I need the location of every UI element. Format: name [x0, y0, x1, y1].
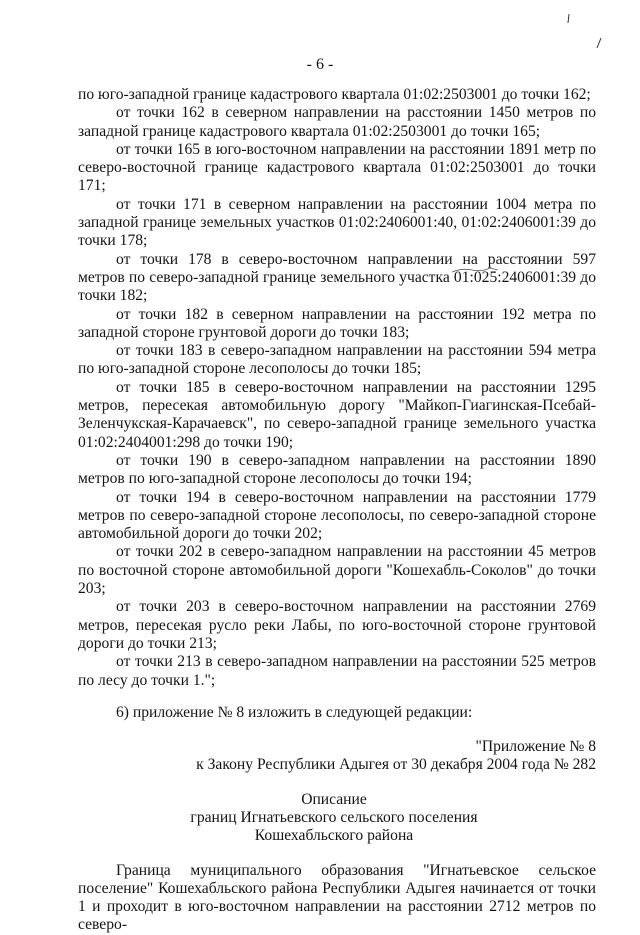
paragraph: от точки 203 в северо-восточном направлении на расстоянии 2769 метров, пересекая русло реки Лабы, по юго-восточной стороне грунтовой дороги до точки 213;	[78, 598, 596, 652]
description-heading: Описание	[301, 790, 367, 808]
paragraph: от точки 165 в юго-восточном направлении на расстоянии 1891 метр по северо-восточной границе кадастрового квартала 01:02:2503001 до точки 171;	[78, 140, 596, 195]
paragraph: от точки 185 в северо-восточном направлении на расстоянии 1295 метров, пересекая автомобильную дорогу "Майкоп-Гиагинская-Псебай-Зеленчукская-Карачаевск", по северо-западной границе земельного участка 01:02:2404001:298 до точки 190;	[78, 378, 596, 451]
paragraph: от точки 194 в северо-восточном направлении на расстоянии 1779 метров по северо-западной стороне лесополосы, по северо-западной стороне автомобильной дороги до точки 202;	[78, 488, 596, 543]
description-title-block	[78, 791, 596, 846]
pen-mark	[596, 38, 602, 48]
paragraph: от точки 182 в северном направлении на расстоянии 192 метра по западной стороне грунтовой дороги до точки 183;	[78, 305, 596, 341]
description-line: границ Игнатьевского сельского поселения	[190, 808, 478, 826]
paragraph: Граница муниципального образования "Игнатьевское сельское поселение" Кошехабльского района Республики Адыгея начинается от точки 1 и проходит в юго-восточном направлении на расстоянии 2712 метров по северо-	[78, 861, 596, 934]
paragraph: от точки 202 в северо-западном направлении на расстоянии 45 метров по восточной стороне автомобильной дороги "Кошехабль-Соколов" до точки 203;	[78, 543, 596, 598]
document-body	[78, 86, 596, 935]
paragraph: по юго-западной границе кадастрового квартала 01:02:2503001 до точки 162;	[78, 86, 591, 103]
appendix-title: "Приложение № 8	[475, 738, 596, 756]
law-reference: к Закону Республики Адыгея от 30 декабря 2004 года № 282	[196, 756, 596, 774]
pen-mark	[567, 14, 570, 23]
paragraph: от точки 171 в северном направлении на расстоянии 1004 метра по западной границе земельных участков 01:02:2406001:40, 01:02:2406001:39 до точки 178;	[78, 195, 596, 250]
paragraph: от точки 178 в северо-восточном направлении на расстоянии 597 метров по северо-западной границе земельного участка 01:025:2406001:39 до точки 182;	[78, 250, 596, 305]
paragraph: от точки 183 в северо-западном направлении на расстоянии 594 метра по юго-западной стороне лесополосы до точки 185;	[78, 342, 596, 378]
page-number: - 6 -	[306, 56, 334, 73]
paragraph: от точки 162 в северном направлении на расстоянии 1450 метров по западной границе кадастрового квартала 01:02:2503001 до точки 165;	[78, 104, 596, 140]
appendix-header	[78, 738, 596, 775]
amendment-paragraph: 6) приложение № 8 изложить в следующей редакции:	[116, 703, 473, 721]
paragraph: от точки 190 в северо-западном направлении на расстоянии 1890 метров по юго-западной стороне лесополосы до точки 194;	[78, 451, 596, 488]
description-line: Кошехабльского района	[254, 827, 414, 845]
paragraph: от точки 213 в северо-западном направлении на расстоянии 525 метров по лесу до точки 1.";	[78, 653, 596, 689]
